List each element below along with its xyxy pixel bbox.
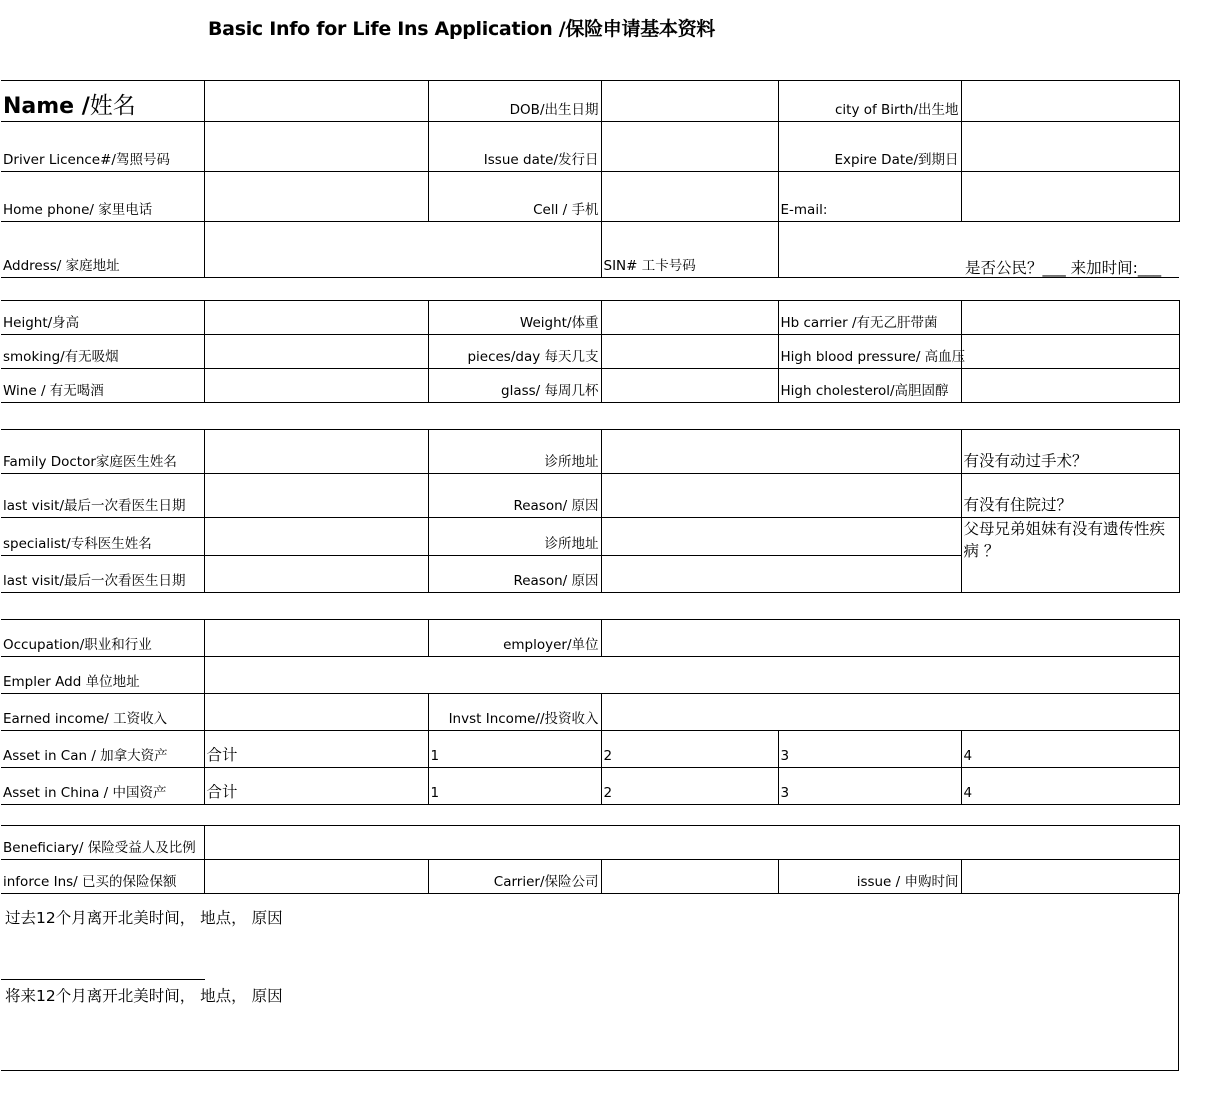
- high-bp-field[interactable]: [961, 335, 1179, 369]
- glass-label: glass/ 每周几杯: [428, 369, 601, 403]
- inforce-field[interactable]: [204, 860, 428, 894]
- reason-label: Reason/ 原因: [428, 474, 601, 518]
- travel-box-right-border: [1178, 893, 1179, 1070]
- health-section: [1, 300, 1180, 403]
- smoking-label: smoking/有无吸烟: [1, 335, 204, 369]
- surgery-question: 有没有动过手术？: [961, 430, 1179, 474]
- earned-income-field[interactable]: [204, 694, 428, 731]
- employer-label: employer/单位: [428, 620, 601, 657]
- clinic-address-field[interactable]: [601, 430, 961, 474]
- asset-can-col-4[interactable]: 4: [961, 731, 1179, 768]
- wine-field[interactable]: [204, 369, 428, 403]
- financial-section: [1, 619, 1180, 805]
- issue-date-label: Issue date/发行日: [428, 122, 601, 172]
- specialist-clinic-field[interactable]: [601, 518, 961, 556]
- asset-can-col-1[interactable]: 1: [428, 731, 601, 768]
- past-travel-question: 过去12个月离开北美时间， 地点， 原因: [5, 909, 283, 927]
- dob-field[interactable]: [601, 81, 778, 122]
- issue-field[interactable]: [961, 860, 1179, 894]
- email-label: E-mail:: [778, 172, 961, 222]
- cell-field[interactable]: [601, 172, 778, 222]
- pieces-per-day-label: pieces/day 每天几支: [428, 335, 601, 369]
- specialist-last-visit-field[interactable]: [204, 556, 428, 593]
- city-of-birth-label: city of Birth/出生地: [778, 81, 961, 122]
- high-cholesterol-field[interactable]: [961, 369, 1179, 403]
- address-label: Address/ 家庭地址: [1, 222, 204, 278]
- occupation-field[interactable]: [204, 620, 428, 657]
- asset-can-label: Asset in Can / 加拿大资产: [1, 731, 204, 768]
- wine-label: Wine / 有无喝酒: [1, 369, 204, 403]
- home-phone-field[interactable]: [204, 172, 428, 222]
- clinic-address-label: 诊所地址: [428, 430, 601, 474]
- asset-china-col-2[interactable]: 2: [601, 768, 778, 805]
- sin-label: SIN# 工卡号码: [601, 222, 778, 278]
- weight-label: Weight/体重: [428, 301, 601, 335]
- asset-china-col-4[interactable]: 4: [961, 768, 1179, 805]
- doctor-section: [1, 429, 1180, 593]
- issue-date-field[interactable]: [601, 122, 778, 172]
- city-of-birth-field[interactable]: [961, 81, 1179, 122]
- insurance-section: [1, 825, 1180, 894]
- specialist-last-visit-label: last visit/最后一次看医生日期: [1, 556, 204, 593]
- address-field[interactable]: [204, 222, 601, 278]
- earned-income-label: Earned income/ 工资收入: [1, 694, 204, 731]
- driver-licence-field[interactable]: [204, 122, 428, 172]
- occupation-label: Occupation/职业和行业: [1, 620, 204, 657]
- asset-can-total[interactable]: 合计: [204, 731, 428, 768]
- asset-china-label: Asset in China / 中国资产: [1, 768, 204, 805]
- email-field[interactable]: [961, 172, 1179, 222]
- future-travel-question: 将来12个月离开北美时间， 地点， 原因: [5, 987, 283, 1005]
- height-field[interactable]: [204, 301, 428, 335]
- specialist-clinic-label: 诊所地址: [428, 518, 601, 556]
- citizen-question: 是否公民？___ 来加时间:___: [965, 259, 1162, 277]
- inforce-label: inforce Ins/ 已买的保险保额: [1, 860, 204, 894]
- family-doctor-field[interactable]: [204, 430, 428, 474]
- expire-date-field[interactable]: [961, 122, 1179, 172]
- asset-china-col-1[interactable]: 1: [428, 768, 601, 805]
- travel-box-bottom-border: [1, 1070, 1179, 1071]
- specialist-label: specialist/专科医生姓名: [1, 518, 204, 556]
- hereditary-question: 父母兄弟姐妹有没有遗传性疾病 ？: [961, 518, 1179, 593]
- specialist-reason-label: Reason/ 原因: [428, 556, 601, 593]
- carrier-label: Carrier/保险公司: [428, 860, 601, 894]
- employer-address-label: Empler Add 单位地址: [1, 657, 204, 694]
- driver-licence-label: Driver Licence#/驾照号码: [1, 122, 204, 172]
- asset-china-total[interactable]: 合计: [204, 768, 428, 805]
- page-title: Basic Info for Life Ins Application /保险申请基本资料: [208, 18, 715, 40]
- hb-carrier-field[interactable]: [961, 301, 1179, 335]
- hospital-question: 有没有住院过？: [961, 474, 1179, 518]
- high-cholesterol-label: High cholesterol/高胆固醇: [778, 369, 961, 403]
- expire-date-label: Expire Date/到期日: [778, 122, 961, 172]
- asset-can-col-2[interactable]: 2: [601, 731, 778, 768]
- pieces-per-day-field[interactable]: [601, 335, 778, 369]
- height-label: Height/身高: [1, 301, 204, 335]
- last-visit-label: last visit/最后一次看医生日期: [1, 474, 204, 518]
- dob-label: DOB/出生日期: [428, 81, 601, 122]
- cell-label: Cell / 手机: [428, 172, 601, 222]
- high-bp-label: High blood pressure/ 高血压: [778, 335, 961, 369]
- name-label: Name /姓名: [1, 81, 204, 122]
- last-visit-field[interactable]: [204, 474, 428, 518]
- employer-field[interactable]: [601, 620, 1179, 657]
- smoking-field[interactable]: [204, 335, 428, 369]
- name-field[interactable]: [204, 81, 428, 122]
- invest-income-field[interactable]: [601, 694, 1179, 731]
- beneficiary-label: Beneficiary/ 保险受益人及比例: [1, 826, 204, 860]
- reason-field[interactable]: [601, 474, 961, 518]
- employer-address-field[interactable]: [204, 657, 1179, 694]
- asset-can-col-3[interactable]: 3: [778, 731, 961, 768]
- home-phone-label: Home phone/ 家里电话: [1, 172, 204, 222]
- travel-divider: [1, 979, 205, 980]
- family-doctor-label: Family Doctor家庭医生姓名: [1, 430, 204, 474]
- carrier-field[interactable]: [601, 860, 778, 894]
- specialist-field[interactable]: [204, 518, 428, 556]
- weight-field[interactable]: [601, 301, 778, 335]
- glass-field[interactable]: [601, 369, 778, 403]
- specialist-reason-field[interactable]: [601, 556, 961, 593]
- beneficiary-field[interactable]: [204, 826, 1179, 860]
- invest-income-label: Invst Income//投资收入: [428, 694, 601, 731]
- hb-carrier-label: Hb carrier /有无乙肝带菌: [778, 301, 961, 335]
- issue-label: issue / 申购时间: [778, 860, 961, 894]
- personal-info-section: [1, 80, 1180, 278]
- asset-china-col-3[interactable]: 3: [778, 768, 961, 805]
